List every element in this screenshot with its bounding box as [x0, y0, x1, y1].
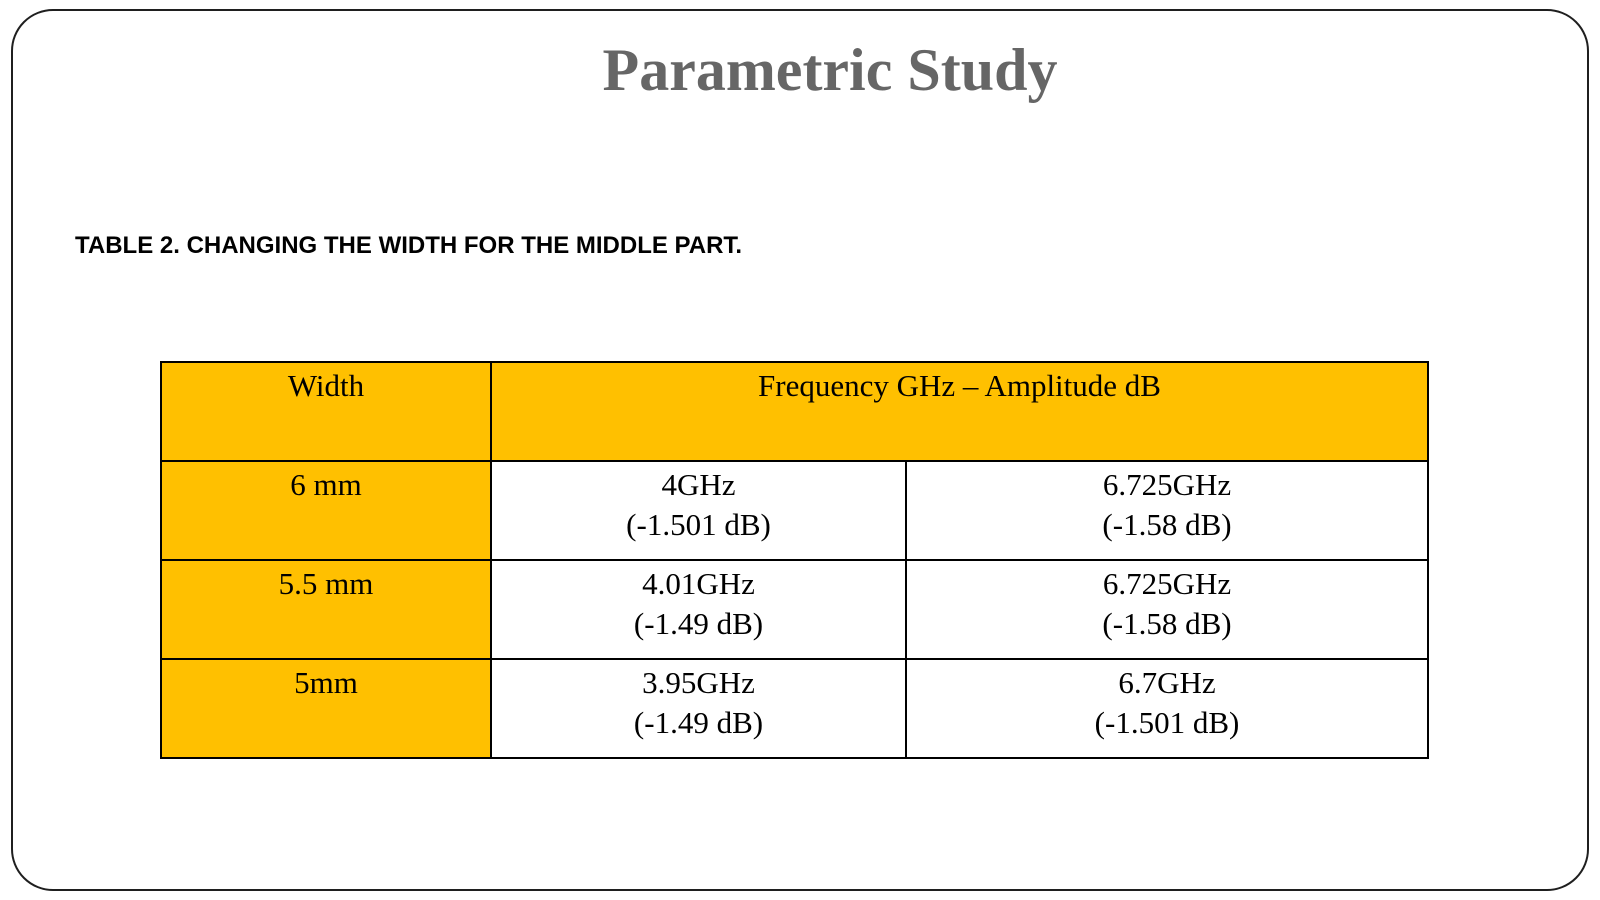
header-width: Width [161, 362, 491, 461]
width-cell: 6 mm [161, 461, 491, 560]
amplitude-value: (-1.58 dB) [1102, 606, 1232, 641]
value-cell [906, 461, 1428, 560]
table-header-row [161, 362, 1428, 461]
table-row [161, 461, 1428, 560]
amplitude-value: (-1.49 dB) [633, 705, 764, 740]
frequency-value: 6.725GHz [1102, 467, 1232, 502]
value-cell [491, 560, 906, 659]
frequency-value: 6.7GHz [1118, 665, 1216, 700]
slide-title: Parametric Study [602, 37, 1058, 103]
width-cell: 5.5 mm [161, 560, 491, 659]
amplitude-value: (-1.501 dB) [626, 507, 771, 542]
value-cell [906, 560, 1428, 659]
table-caption: TABLE 2. CHANGING THE WIDTH FOR THE MIDDLE PART. [75, 232, 743, 259]
frequency-value: 4GHz [661, 467, 736, 502]
parametric-table [160, 361, 1429, 759]
table-row [161, 560, 1428, 659]
value-cell [491, 659, 906, 758]
amplitude-value: (-1.58 dB) [1102, 507, 1232, 542]
amplitude-value: (-1.501 dB) [1094, 705, 1240, 740]
amplitude-value: (-1.49 dB) [633, 606, 764, 641]
value-cell [491, 461, 906, 560]
table-row [161, 659, 1428, 758]
frequency-value: 6.725GHz [1102, 566, 1232, 601]
frequency-value: 4.01GHz [642, 566, 755, 601]
value-cell [906, 659, 1428, 758]
frequency-value: 3.95GHz [642, 665, 755, 700]
width-cell: 5mm [161, 659, 491, 758]
header-frequency-amplitude: Frequency GHz – Amplitude dB [491, 362, 1428, 461]
